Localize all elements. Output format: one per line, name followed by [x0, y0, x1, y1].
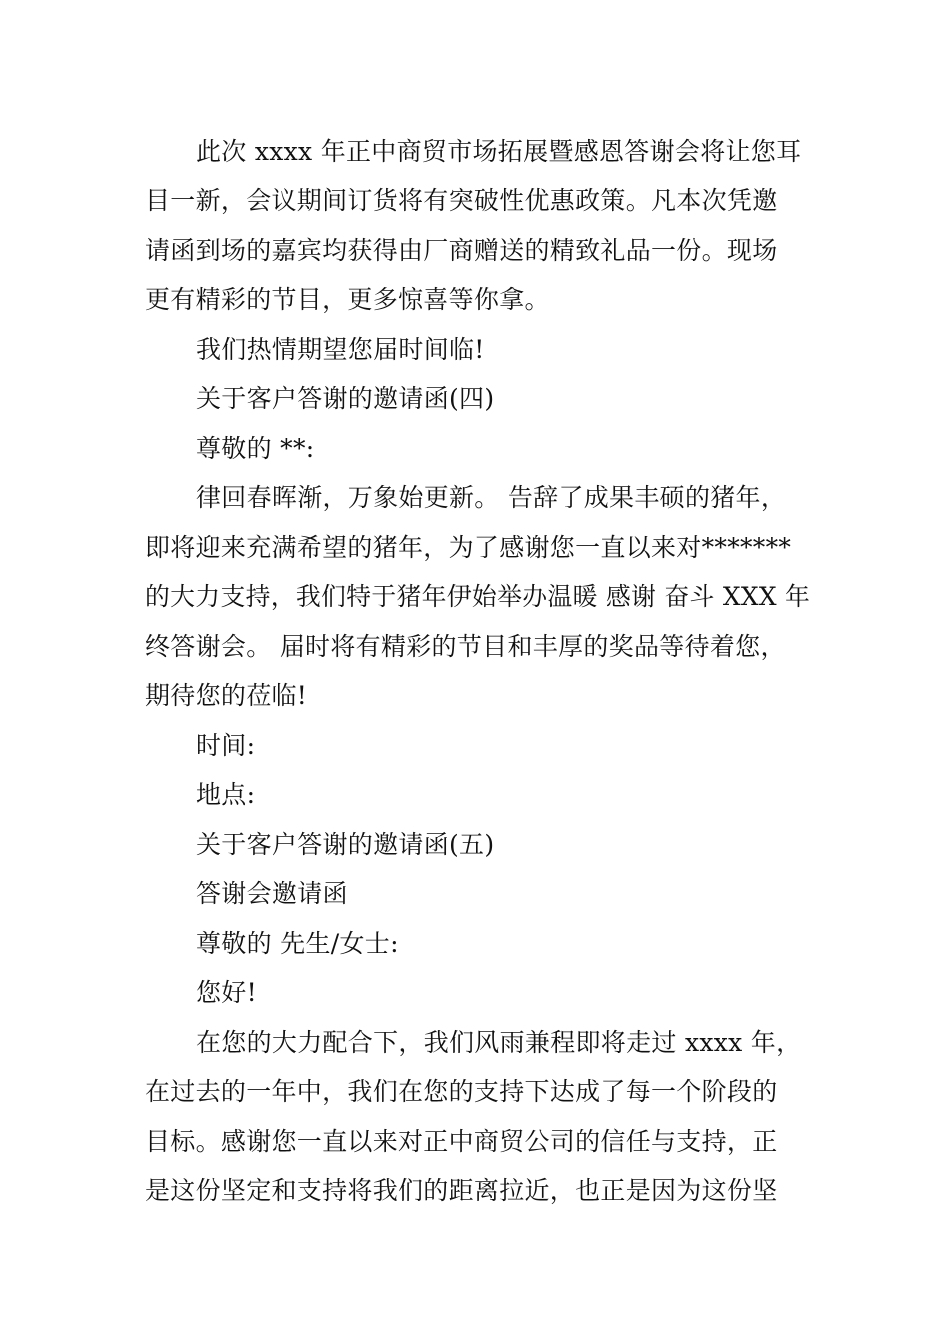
body-text-line: 终答谢会。 届时将有精彩的节目和丰厚的奖品等待着您， [145, 632, 786, 661]
body-text-line: 目一新，会议期间订货将有突破性优惠政策。凡本次凭邀 [145, 186, 778, 215]
salutation: 尊敬的 **: [196, 434, 315, 463]
body-text-line: 期待您的莅临! [145, 681, 308, 710]
time-label: 时间: [196, 731, 256, 760]
body-text-line: 即将迎来充满希望的猪年，为了感谢您一直以来对******* [145, 533, 792, 562]
letter-title: 答谢会邀请函 [196, 879, 348, 908]
greeting: 您好! [196, 978, 257, 1007]
section-heading: 关于客户答谢的邀请函(五) [196, 830, 495, 859]
body-text-line: 我们热情期望您届时间临! [196, 335, 485, 364]
body-text-line: 请函到场的嘉宾均获得由厂商赠送的精致礼品一份。现场 [145, 236, 778, 265]
body-text-line: 此次 xxxx 年正中商贸市场拓展暨感恩答谢会将让您耳 [196, 137, 802, 166]
body-text-line: 目标。感谢您一直以来对正中商贸公司的信任与支持，正 [145, 1127, 778, 1156]
body-text-line: 律回春晖渐，万象始更新。 告辞了成果丰硕的猪年， [196, 483, 787, 512]
body-text-line: 在您的大力配合下，我们风雨兼程即将走过 xxxx 年， [196, 1028, 802, 1057]
location-label: 地点: [196, 780, 256, 809]
body-text-line: 是这份坚定和支持将我们的距离拉近，也正是因为这份坚 [145, 1176, 778, 1205]
body-text-line: 在过去的一年中，我们在您的支持下达成了每一个阶段的 [145, 1077, 778, 1106]
salutation: 尊敬的 先生/女士: [196, 929, 399, 958]
body-text-line: 更有精彩的节目，更多惊喜等你拿。 [145, 285, 550, 314]
body-text-line: 的大力支持，我们特于猪年伊始举办温暖 感谢 奋斗 XXX 年 [145, 582, 811, 611]
section-heading: 关于客户答谢的邀请函(四) [196, 384, 495, 413]
